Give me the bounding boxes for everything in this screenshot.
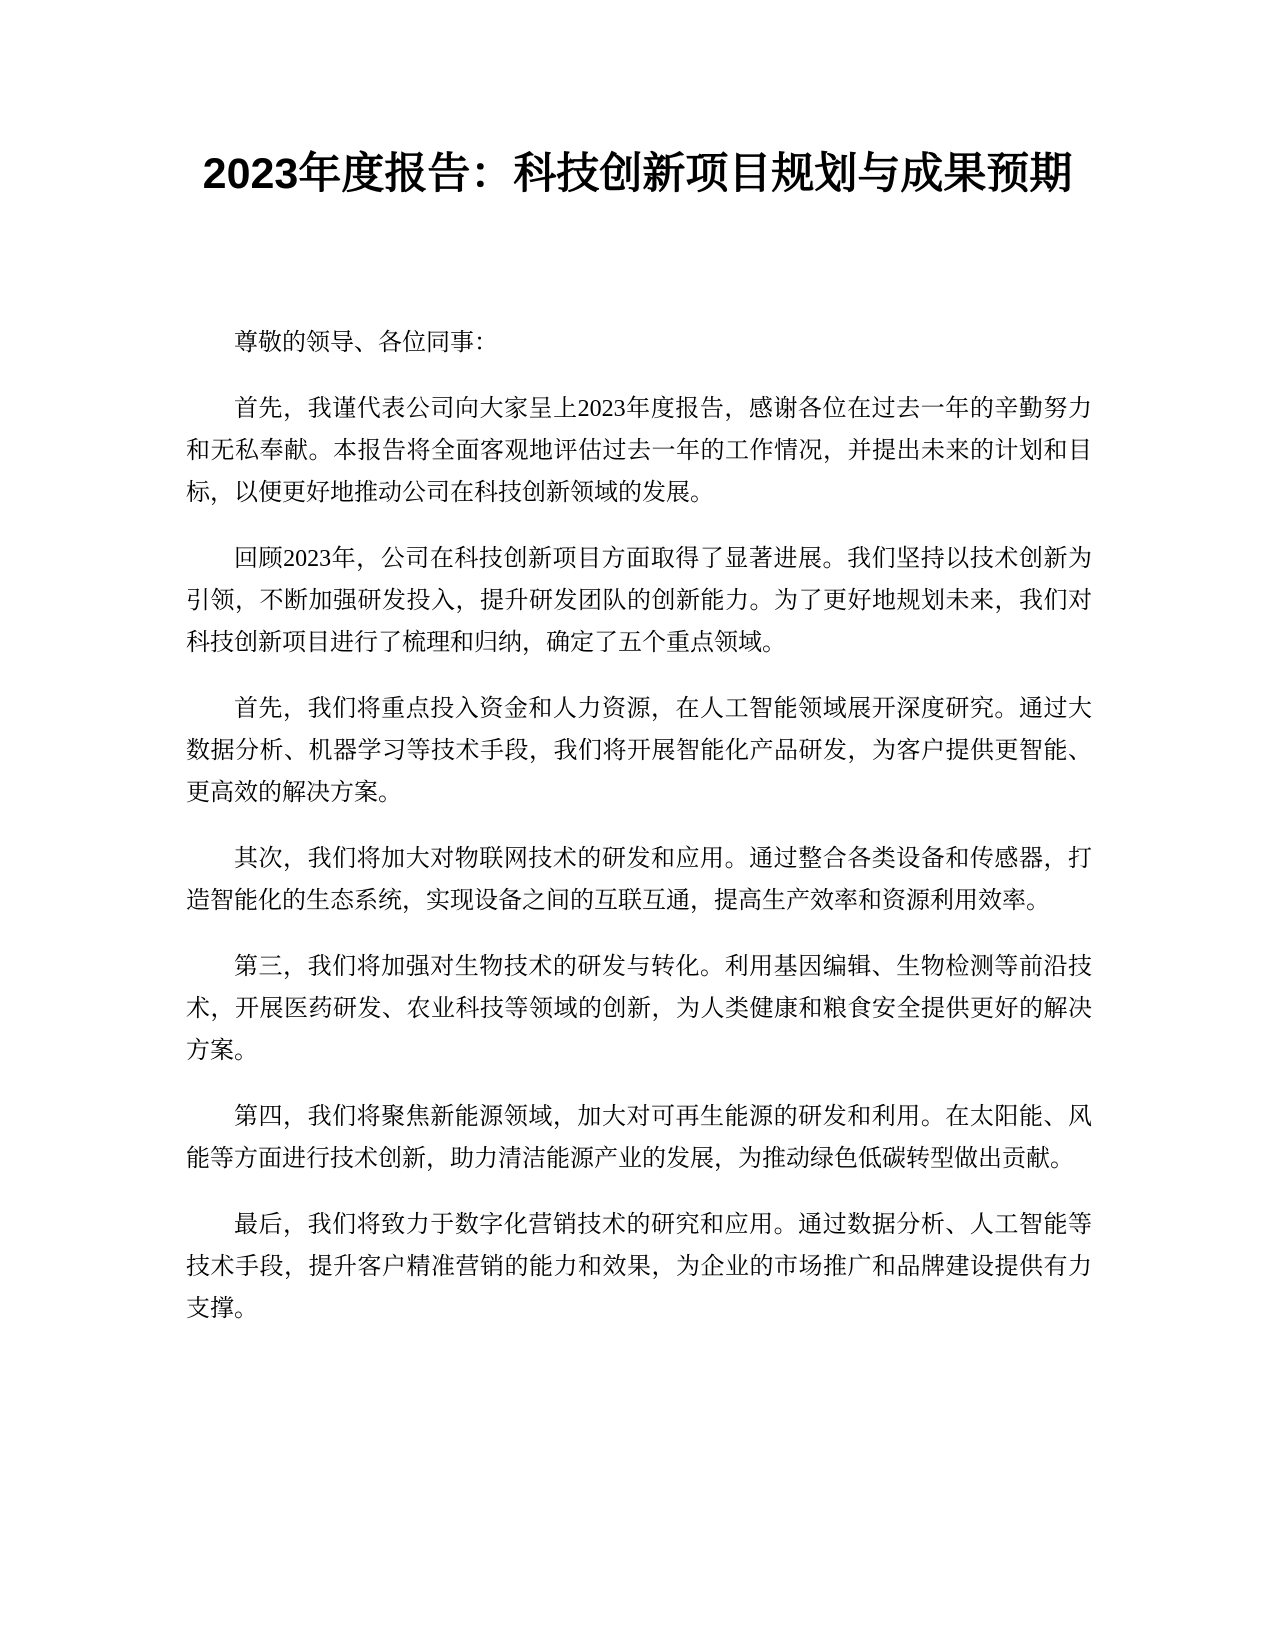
- biotech-focus-paragraph: 第三，我们将加强对生物技术的研发与转化。利用基因编辑、生物检测等前沿技术，开展医药研发、农业科技等领域的创新，为人类健康和粮食安全提供更好的解决方案。: [186, 954, 1092, 1064]
- review-paragraph: 回顾2023年，公司在科技创新项目方面取得了显著进展。我们坚持以技术创新为引领，不断加强研发投入，提升研发团队的创新能力。为了更好地规划未来，我们对科技创新项目进行了梳理和归纳，确定了五个重点领域。: [186, 546, 1092, 656]
- energy-focus-paragraph: 第四，我们将聚焦新能源领域，加大对可再生能源的研发和利用。在太阳能、风能等方面进行技术创新，助力清洁能源产业的发展，为推动绿色低碳转型做出贡献。: [186, 1104, 1092, 1172]
- document-body: [186, 322, 1092, 1354]
- iot-focus-paragraph: 其次，我们将加大对物联网技术的研发和应用。通过整合各类设备和传感器，打造智能化的生态系统，实现设备之间的互联互通，提高生产效率和资源利用效率。: [186, 846, 1092, 914]
- ai-focus-paragraph: 首先，我们将重点投入资金和人力资源，在人工智能领域展开深度研究。通过大数据分析、机器学习等技术手段，我们将开展智能化产品研发，为客户提供更智能、更高效的解决方案。: [186, 696, 1092, 806]
- marketing-focus-paragraph: 最后，我们将致力于数字化营销技术的研究和应用。通过数据分析、人工智能等技术手段，提升客户精准营销的能力和效果，为企业的市场推广和品牌建设提供有力支撑。: [186, 1212, 1092, 1322]
- intro-paragraph: 首先，我谨代表公司向大家呈上2023年度报告，感谢各位在过去一年的辛勤努力和无私奉献。本报告将全面客观地评估过去一年的工作情况，并提出未来的计划和目标，以便更好地推动公司在科技创新领域的发展。: [186, 396, 1092, 506]
- salutation-paragraph: 尊敬的领导、各位同事：: [234, 330, 498, 356]
- document-title: 2023年度报告：科技创新项目规划与成果预期: [202, 150, 1073, 198]
